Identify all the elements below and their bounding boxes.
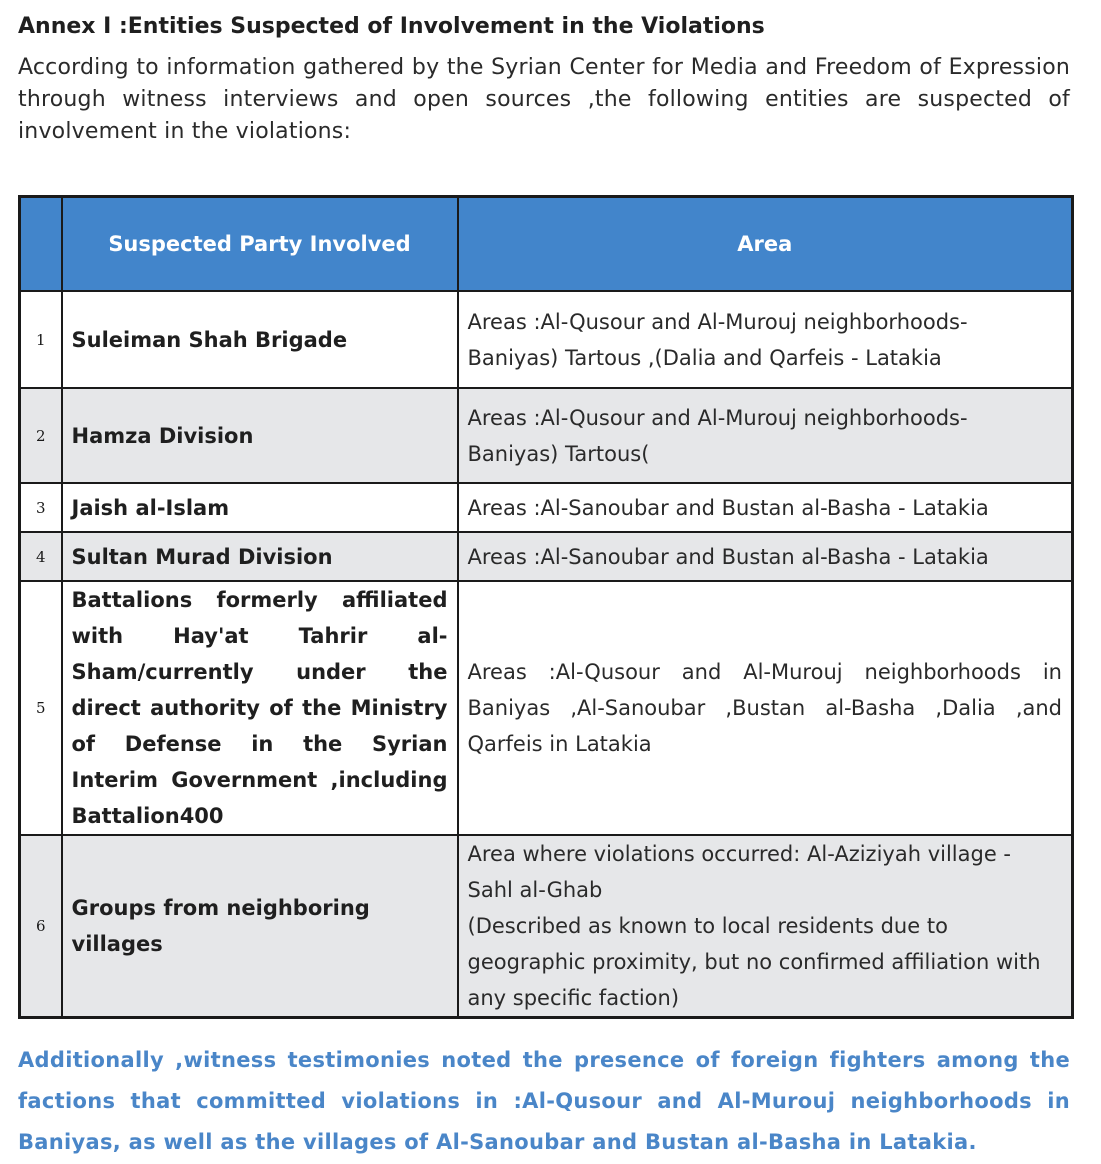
- area-cell: Areas :Al-Sanoubar and Bustan al-Basha - Latakia: [458, 532, 1073, 581]
- area-cell: Areas :Al-Qusour and Al-Murouj neighborhoods- Baniyas) Tartous(: [458, 388, 1073, 483]
- area-note: (Described as known to local residents due to geographic proximity, but no confirmed affiliation with any specific faction): [467, 914, 1041, 1010]
- row-number: 6: [20, 835, 62, 1018]
- entities-table: [18, 195, 1074, 1019]
- footer-note: Additionally ,witness testimonies noted the presence of foreign fighters among the factions that committed violations in :Al-Qusour and Al-Murouj neighborhoods in Baniyas, as well as the villages of Al-Sanoubar and Bustan al-Basha in Latakia.: [18, 1048, 1070, 1154]
- table-row: [20, 532, 1073, 581]
- row-number: 2: [20, 388, 62, 483]
- area-cell: Areas :Al-Qusour and Al-Murouj neighborhoods- Baniyas) Tartous ,(Dalia and Qarfeis - Latakia: [458, 291, 1073, 388]
- party-name: Battalions formerly affiliated with Hay'at Tahrir al-Sham/currently under the direct authority of the Ministry of Defense in the Syrian Interim Government ,including Battalion400: [62, 581, 458, 835]
- table-row: [20, 291, 1073, 388]
- party-name: Jaish al-Islam: [62, 483, 458, 532]
- header-area: Area: [458, 197, 1073, 292]
- area-cell: Areas :Al-Qusour and Al-Murouj neighborhoods in Baniyas ,Al-Sanoubar ,Bustan al-Basha ,Dalia ,and Qarfeis in Latakia: [458, 581, 1073, 835]
- party-name: Groups from neighboring villages: [62, 835, 458, 1018]
- row-number: 1: [20, 291, 62, 388]
- party-name: Suleiman Shah Brigade: [62, 291, 458, 388]
- header-number: [20, 197, 62, 292]
- area-location: Area where violations occurred: Al-Aziziyah village - Sahl al-Ghab: [467, 842, 1011, 902]
- row-number: 3: [20, 483, 62, 532]
- party-name: Sultan Murad Division: [62, 532, 458, 581]
- area-cell: Areas :Al-Sanoubar and Bustan al-Basha - Latakia: [458, 483, 1073, 532]
- intro-paragraph: According to information gathered by the Syrian Center for Media and Freedom of Expression through witness interviews and open sources ,the following entities are suspected of involvement in the violations:: [18, 55, 1070, 144]
- row-number: 4: [20, 532, 62, 581]
- party-name: Hamza Division: [62, 388, 458, 483]
- table-row: [20, 483, 1073, 532]
- table-header-row: [20, 197, 1073, 292]
- table-row: [20, 388, 1073, 483]
- row-number: 5: [20, 581, 62, 835]
- header-suspected-party: Suspected Party Involved: [62, 197, 458, 292]
- table-row: [20, 581, 1073, 835]
- annex-title: Annex I :Entities Suspected of Involvement in the Violations: [18, 14, 765, 39]
- table-row: [20, 835, 1073, 1018]
- area-cell: [458, 835, 1073, 1018]
